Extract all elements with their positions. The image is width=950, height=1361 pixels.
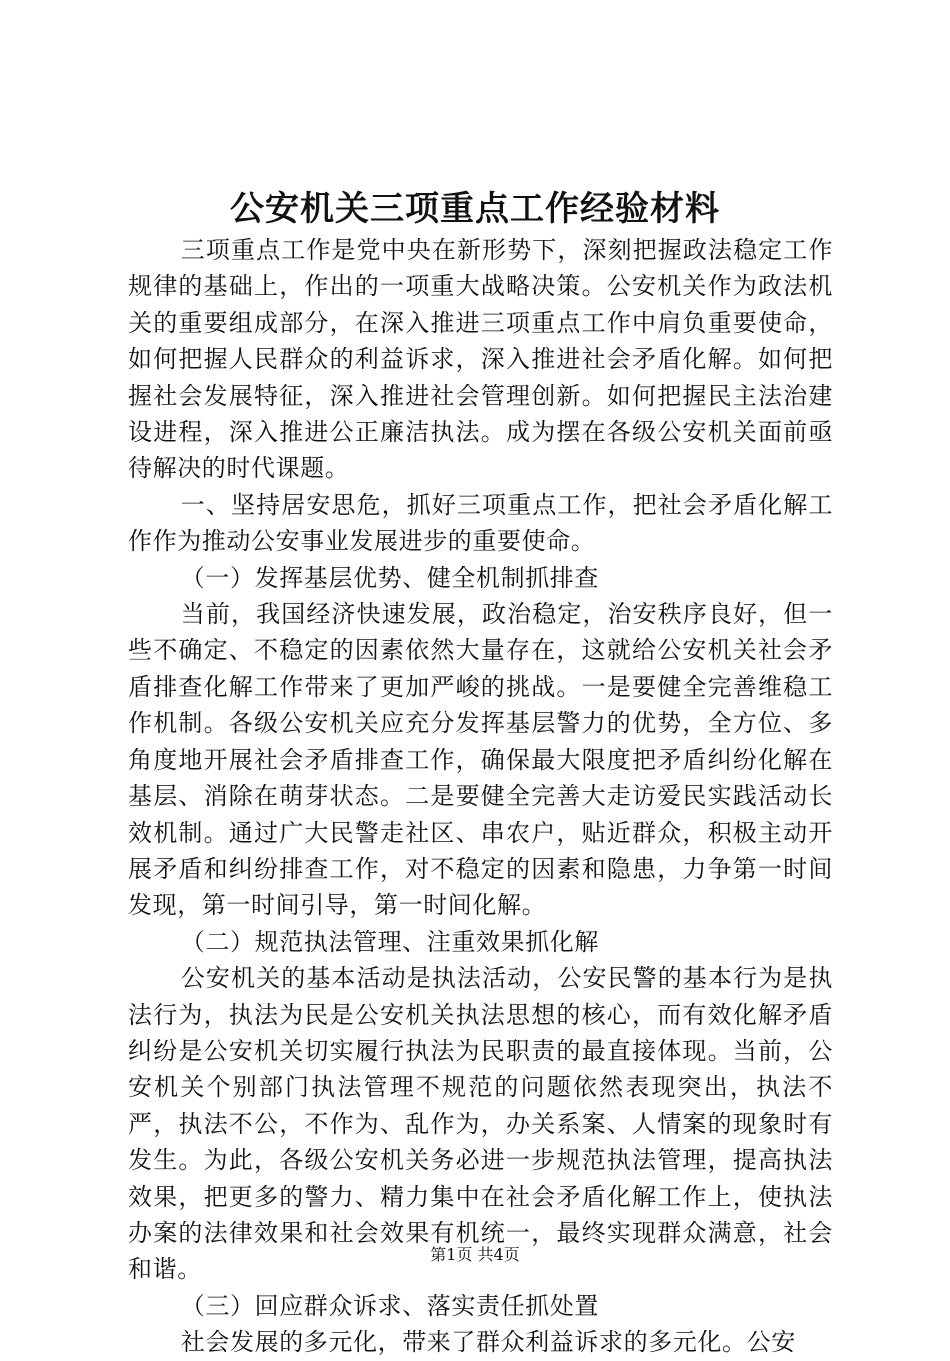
paragraph-intro: 三项重点工作是党中央在新形势下，深刻把握政法稳定工作规律的基础上，作出的一项重大战略决策。公安机关作为政法机关的重要组成部分，在深入推进三项重点工作中肩负重要使命，如何把握人民群众的利益诉求，深入推进社会矛盾化解。如何把握社会发展特征，深入推进社会管理创新。如何把握民主法治建设进程，深入推进公正廉洁执法。成为摆在各级公安机关面前亟待解决的时代课题。 [128, 236, 833, 483]
document-body [128, 232, 833, 1361]
paragraph-subsection-three: 社会发展的多元化，带来了群众利益诉求的多元化。公安 [180, 1328, 796, 1357]
subheading-one: （一）发挥基层优势、健全机制抓排查 [180, 563, 599, 592]
document-title: 公安机关三项重点工作经验材料 [230, 189, 720, 229]
paragraph-subsection-one: 当前，我国经济快速发展，政治稳定，治安秩序良好，但一些不确定、不稳定的因素依然大量存在，这就给公安机关社会矛盾排查化解工作带来了更加严峻的挑战。一是要健全完善维稳工作机制。各级公安机关应充分发挥基层警力的优势，全方位、多角度地开展社会矛盾排查工作，确保最大限度把矛盾纠纷化解在基层、消除在萌芽状态。二是要健全完善大走访爱民实践活动长效机制。通过广大民警走社区、串农户，贴近群众，积极主动开展矛盾和纠纷排查工作，对不稳定的因素和隐患，力争第一时间发现，第一时间引导，第一时间化解。 [128, 600, 833, 920]
paragraph-section-one: 一、坚持居安思危，抓好三项重点工作，把社会矛盾化解工作作为推动公安事业发展进步的重要使命。 [128, 490, 833, 556]
subheading-three: （三）回应群众诉求、落实责任抓处置 [180, 1291, 599, 1320]
subheading-two: （二）规范执法管理、注重效果抓化解 [180, 927, 599, 956]
page-footer: 第1页 共4页 [430, 1245, 520, 1264]
paragraph-subsection-two: 公安机关的基本活动是执法活动，公安民警的基本行为是执法行为，执法为民是公安机关执法思想的核心，而有效化解矛盾纠纷是公安机关切实履行执法为民职责的最直接体现。当前，公安机关个别部门执法管理不规范的问题依然表现突出，执法不严，执法不公，不作为、乱作为，办关系案、人情案的现象时有发生。为此，各级公安机关务必进一步规范执法管理，提高执法效果，把更多的警力、精力集中在社会矛盾化解工作上，使执法办案的法律效果和社会效果有机统一，最终实现群众满意，社会和谐。 [128, 964, 833, 1284]
